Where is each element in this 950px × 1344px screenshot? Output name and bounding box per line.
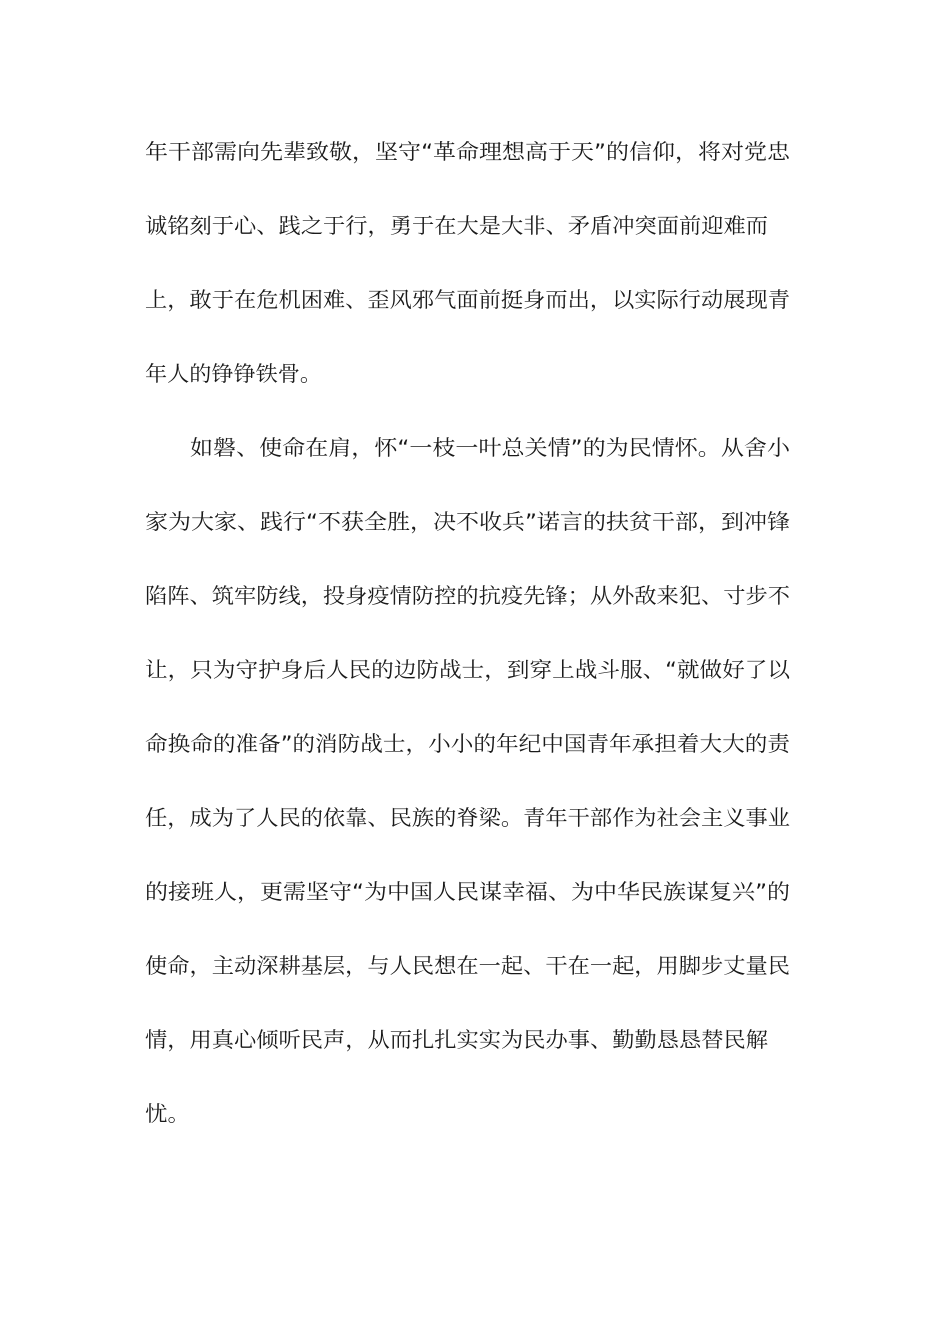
- text-line: [0, 280, 950, 320]
- line-text: 年干部需向先辈致敬，坚守“革命理想高于天”的信仰，将对党忠: [145, 140, 790, 164]
- line-text: 诚铭刻于心、践之于行，勇于在大是大非、矛盾冲突面前迎难而: [145, 214, 768, 238]
- line-text: 的接班人，更需坚守“为中国人民谋幸福、为中华民族谋复兴”的: [145, 880, 790, 904]
- text-line: [0, 946, 950, 986]
- text-line: [0, 502, 950, 542]
- line-text: 上，敢于在危机困难、歪风邪气面前挺身而出，以实际行动展现青: [145, 288, 790, 312]
- line-text: 情，用真心倾听民声，从而扎扎实实为民办事、勤勤恳恳替民解: [145, 1028, 768, 1052]
- text-line: [0, 576, 950, 616]
- text-line: [0, 872, 950, 912]
- line-text: 命换命的准备”的消防战士，小小的年纪中国青年承担着大大的责: [145, 732, 790, 756]
- line-text: 让，只为守护身后人民的边防战士，到穿上战斗服、“就做好了以: [145, 658, 790, 682]
- text-line: [0, 724, 950, 764]
- text-line: [0, 206, 950, 246]
- line-text: 陷阵、筑牢防线，投身疫情防控的抗疫先锋；从外敌来犯、寸步不: [145, 584, 790, 608]
- line-text: 任，成为了人民的依靠、民族的脊梁。青年干部作为社会主义事业: [145, 806, 790, 830]
- text-line: [0, 798, 950, 838]
- line-text: 家为大家、践行“不获全胜，决不收兵”诺言的扶贫干部，到冲锋: [145, 510, 790, 534]
- line-text: 年人的铮铮铁骨。: [145, 362, 322, 386]
- line-text: 忧。: [145, 1102, 190, 1126]
- line-text: 使命，主动深耕基层，与人民想在一起、干在一起，用脚步丈量民: [145, 954, 790, 978]
- text-line: [0, 650, 950, 690]
- text-line: [0, 354, 950, 394]
- line-text: 如磐、使命在肩，怀“一枝一叶总关情”的为民情怀。从舍小: [190, 436, 790, 460]
- text-line: [0, 132, 950, 172]
- text-line: [0, 428, 950, 468]
- text-line: [0, 1020, 950, 1060]
- text-line: [0, 1094, 950, 1134]
